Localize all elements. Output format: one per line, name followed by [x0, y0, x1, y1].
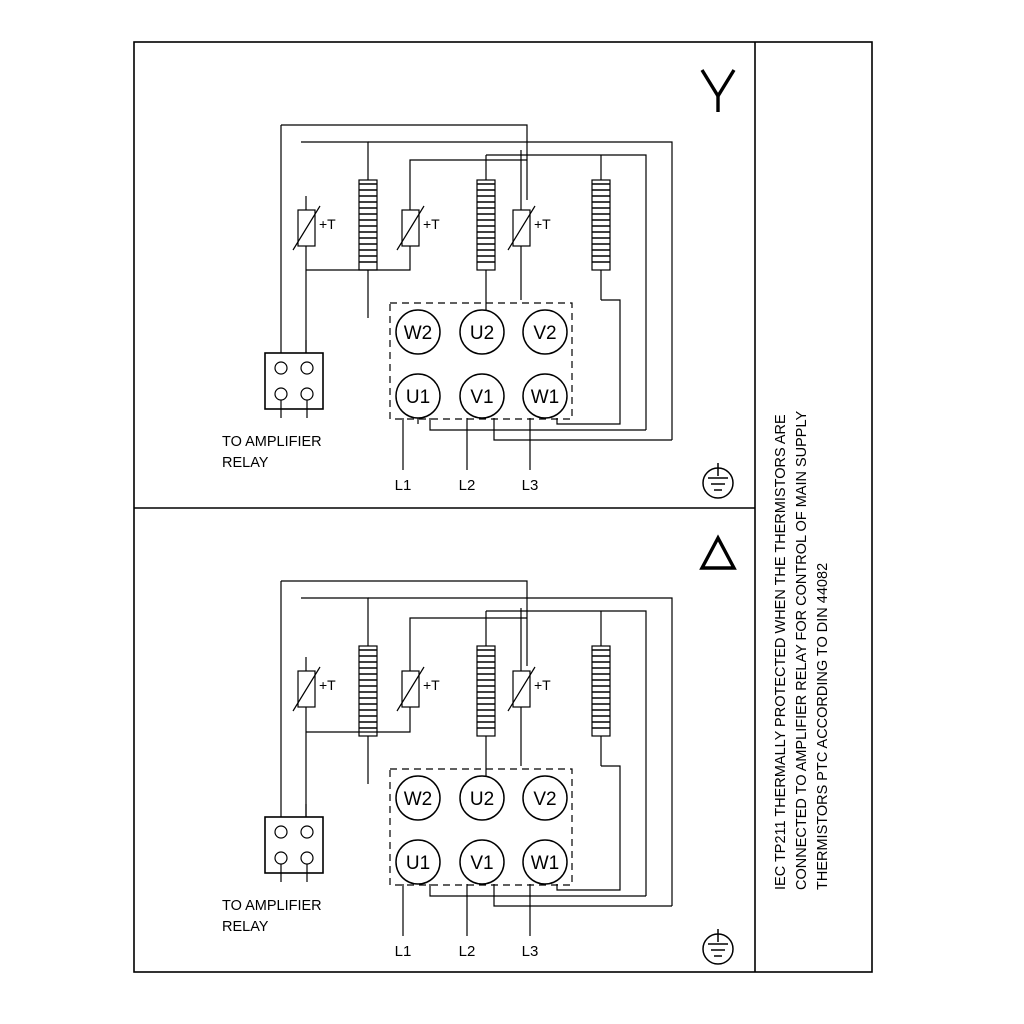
- amplifier-label-line2: RELAY: [222, 919, 269, 935]
- terminals-top: [396, 310, 567, 354]
- supply-label-l1: L1: [394, 477, 412, 494]
- terminals-bottom: [396, 374, 567, 418]
- terminal-label-v1: V1: [470, 387, 494, 408]
- thermistor-label: +T: [423, 677, 440, 693]
- note-line-2: CONNECTED TO AMPLIFIER RELAY FOR CONTROL OF MAIN SUPPLY: [794, 410, 810, 890]
- terminal-label-w1: W1: [530, 853, 560, 874]
- thermistor-label: +T: [534, 677, 551, 693]
- terminal-label-w2: W2: [403, 323, 433, 344]
- supply-label-l3: L3: [521, 477, 539, 494]
- terminal-label-v2: V2: [533, 323, 557, 344]
- thermistor-label: +T: [319, 216, 336, 232]
- terminals-bottom: [396, 840, 567, 884]
- amplifier-label-line1: TO AMPLIFIER: [222, 434, 322, 450]
- terminal-label-u1: U1: [405, 387, 431, 408]
- amplifier-label-line1: TO AMPLIFIER: [222, 898, 322, 914]
- thermistor-label: +T: [423, 216, 440, 232]
- thermistor-label: +T: [534, 216, 551, 232]
- supply-label-l3: L3: [521, 943, 539, 960]
- supply-label-l2: L2: [458, 477, 476, 494]
- supply-label-l1: L1: [394, 943, 412, 960]
- terminal-label-v1: V1: [470, 853, 494, 874]
- terminal-label-w2: W2: [403, 789, 433, 810]
- note-line-3: THERMISTORS PTC ACCORDING TO DIN 44082: [815, 562, 831, 890]
- terminals-top: [396, 776, 567, 820]
- terminal-label-u2: U2: [469, 323, 495, 344]
- terminal-label-w1: W1: [530, 387, 560, 408]
- supply-label-l2: L2: [458, 943, 476, 960]
- note-line-1: IEC TP211 THERMALLY PROTECTED WHEN THE THERMISTORS ARE: [773, 414, 789, 890]
- thermistor-label: +T: [319, 677, 336, 693]
- terminal-label-v2: V2: [533, 789, 557, 810]
- terminal-label-u2: U2: [469, 789, 495, 810]
- terminal-label-u1: U1: [405, 853, 431, 874]
- amplifier-label-line2: RELAY: [222, 455, 269, 471]
